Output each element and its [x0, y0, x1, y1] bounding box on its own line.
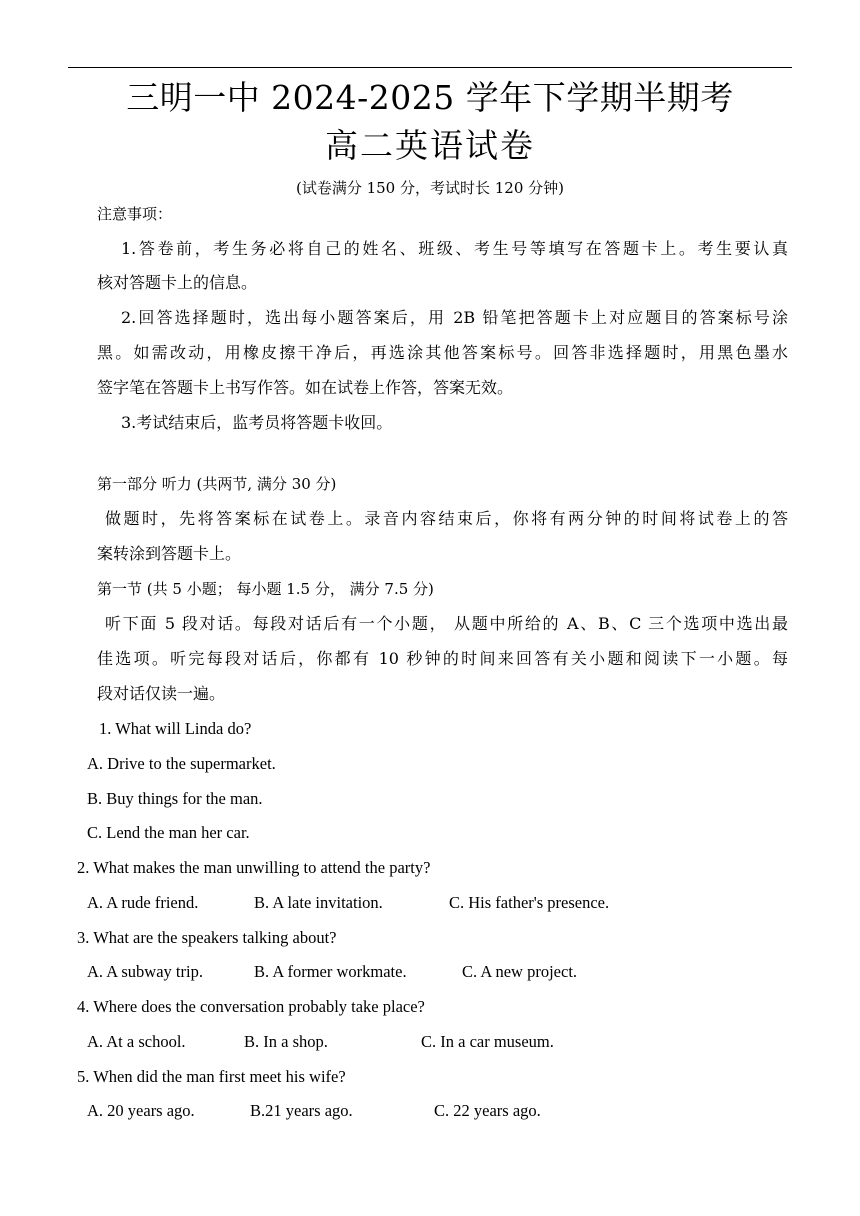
note-item-1-line-1: 1.答卷前，考生务必将自己的姓名、班级、考生号等填写在答题卡上。考生要认真: [121, 239, 788, 258]
question-2-option-a: A. A rude friend.: [87, 893, 199, 912]
notes-heading: 注意事项：: [97, 205, 173, 223]
question-3-option-a: A. A subway trip.: [87, 962, 203, 981]
question-5-option-b: B.21 years ago.: [250, 1101, 353, 1120]
header-rule: [68, 67, 792, 68]
question-4-option-b: B. In a shop.: [244, 1032, 328, 1051]
question-4-option-a: A. At a school.: [87, 1032, 186, 1051]
exam-subject-title: 高二英语试卷: [325, 126, 535, 165]
section1-directions-line-2: 佳选项。听完每段对话后，你都有 10 秒钟的时间来回答有关小题和阅读下一小题。每: [97, 649, 788, 668]
question-5: 5. When did the man first meet his wife?: [77, 1067, 346, 1086]
question-1-option-b: B. Buy things for the man.: [87, 789, 263, 808]
section1-directions-line-3: 段对话仅读一遍。: [97, 684, 226, 703]
question-1-option-a: A. Drive to the supermarket.: [87, 754, 276, 773]
note-item-2-line-1: 2.回答选择题时，选出每小题答案后，用 2B 铅笔把答题卡上对应题目的答案标号涂: [121, 308, 788, 327]
question-1-option-c: C. Lend the man her car.: [87, 823, 250, 842]
note-item-1-line-2: 核对答题卡上的信息。: [97, 273, 258, 292]
question-2: 2. What makes the man unwilling to attend the party?: [77, 858, 431, 877]
note-item-3: 3.考试结束后，监考员将答题卡收回。: [121, 413, 393, 432]
exam-info: (试卷满分 150 分，考试时长 120 分钟): [295, 179, 565, 197]
question-4-option-c: C. In a car museum.: [421, 1032, 554, 1051]
section1-heading: 第一节 (共 5 小题； 每小题 1.5 分， 满分 7.5 分): [97, 580, 434, 598]
note-item-2-line-3: 签字笔在答题卡上书写作答。如在试卷上作答，答案无效。: [97, 378, 514, 397]
note-item-2-line-2: 黑。如需改动，用橡皮擦干净后，再选涂其他答案标号。回答非选择题时，用黑色墨水: [97, 343, 788, 362]
question-2-option-c: C. His father's presence.: [449, 893, 610, 912]
question-3-option-b: B. A former workmate.: [254, 962, 407, 981]
part1-heading: 第一部分 听力 (共两节, 满分 30 分): [97, 475, 337, 493]
section1-directions-line-1: 听下面 5 段对话。每段对话后有一个小题， 从题中所给的 A、B、C 三个选项中选出最: [105, 614, 788, 633]
question-5-option-c: C. 22 years ago.: [434, 1101, 541, 1120]
exam-title: 三明一中 2024-2025 学年下学期半期考: [126, 78, 734, 117]
part1-intro-line-1: 做题时，先将答案标在试卷上。录音内容结束后，你将有两分钟的时间将试卷上的答: [105, 509, 788, 528]
question-3-option-c: C. A new project.: [462, 962, 578, 981]
question-1: 1. What will Linda do?: [99, 719, 252, 738]
question-2-option-b: B. A late invitation.: [254, 893, 383, 912]
question-4: 4. Where does the conversation probably take place?: [77, 997, 425, 1016]
question-5-option-a: A. 20 years ago.: [87, 1101, 195, 1120]
part1-intro-line-2: 案转涂到答题卡上。: [97, 544, 242, 563]
question-3: 3. What are the speakers talking about?: [77, 928, 337, 947]
